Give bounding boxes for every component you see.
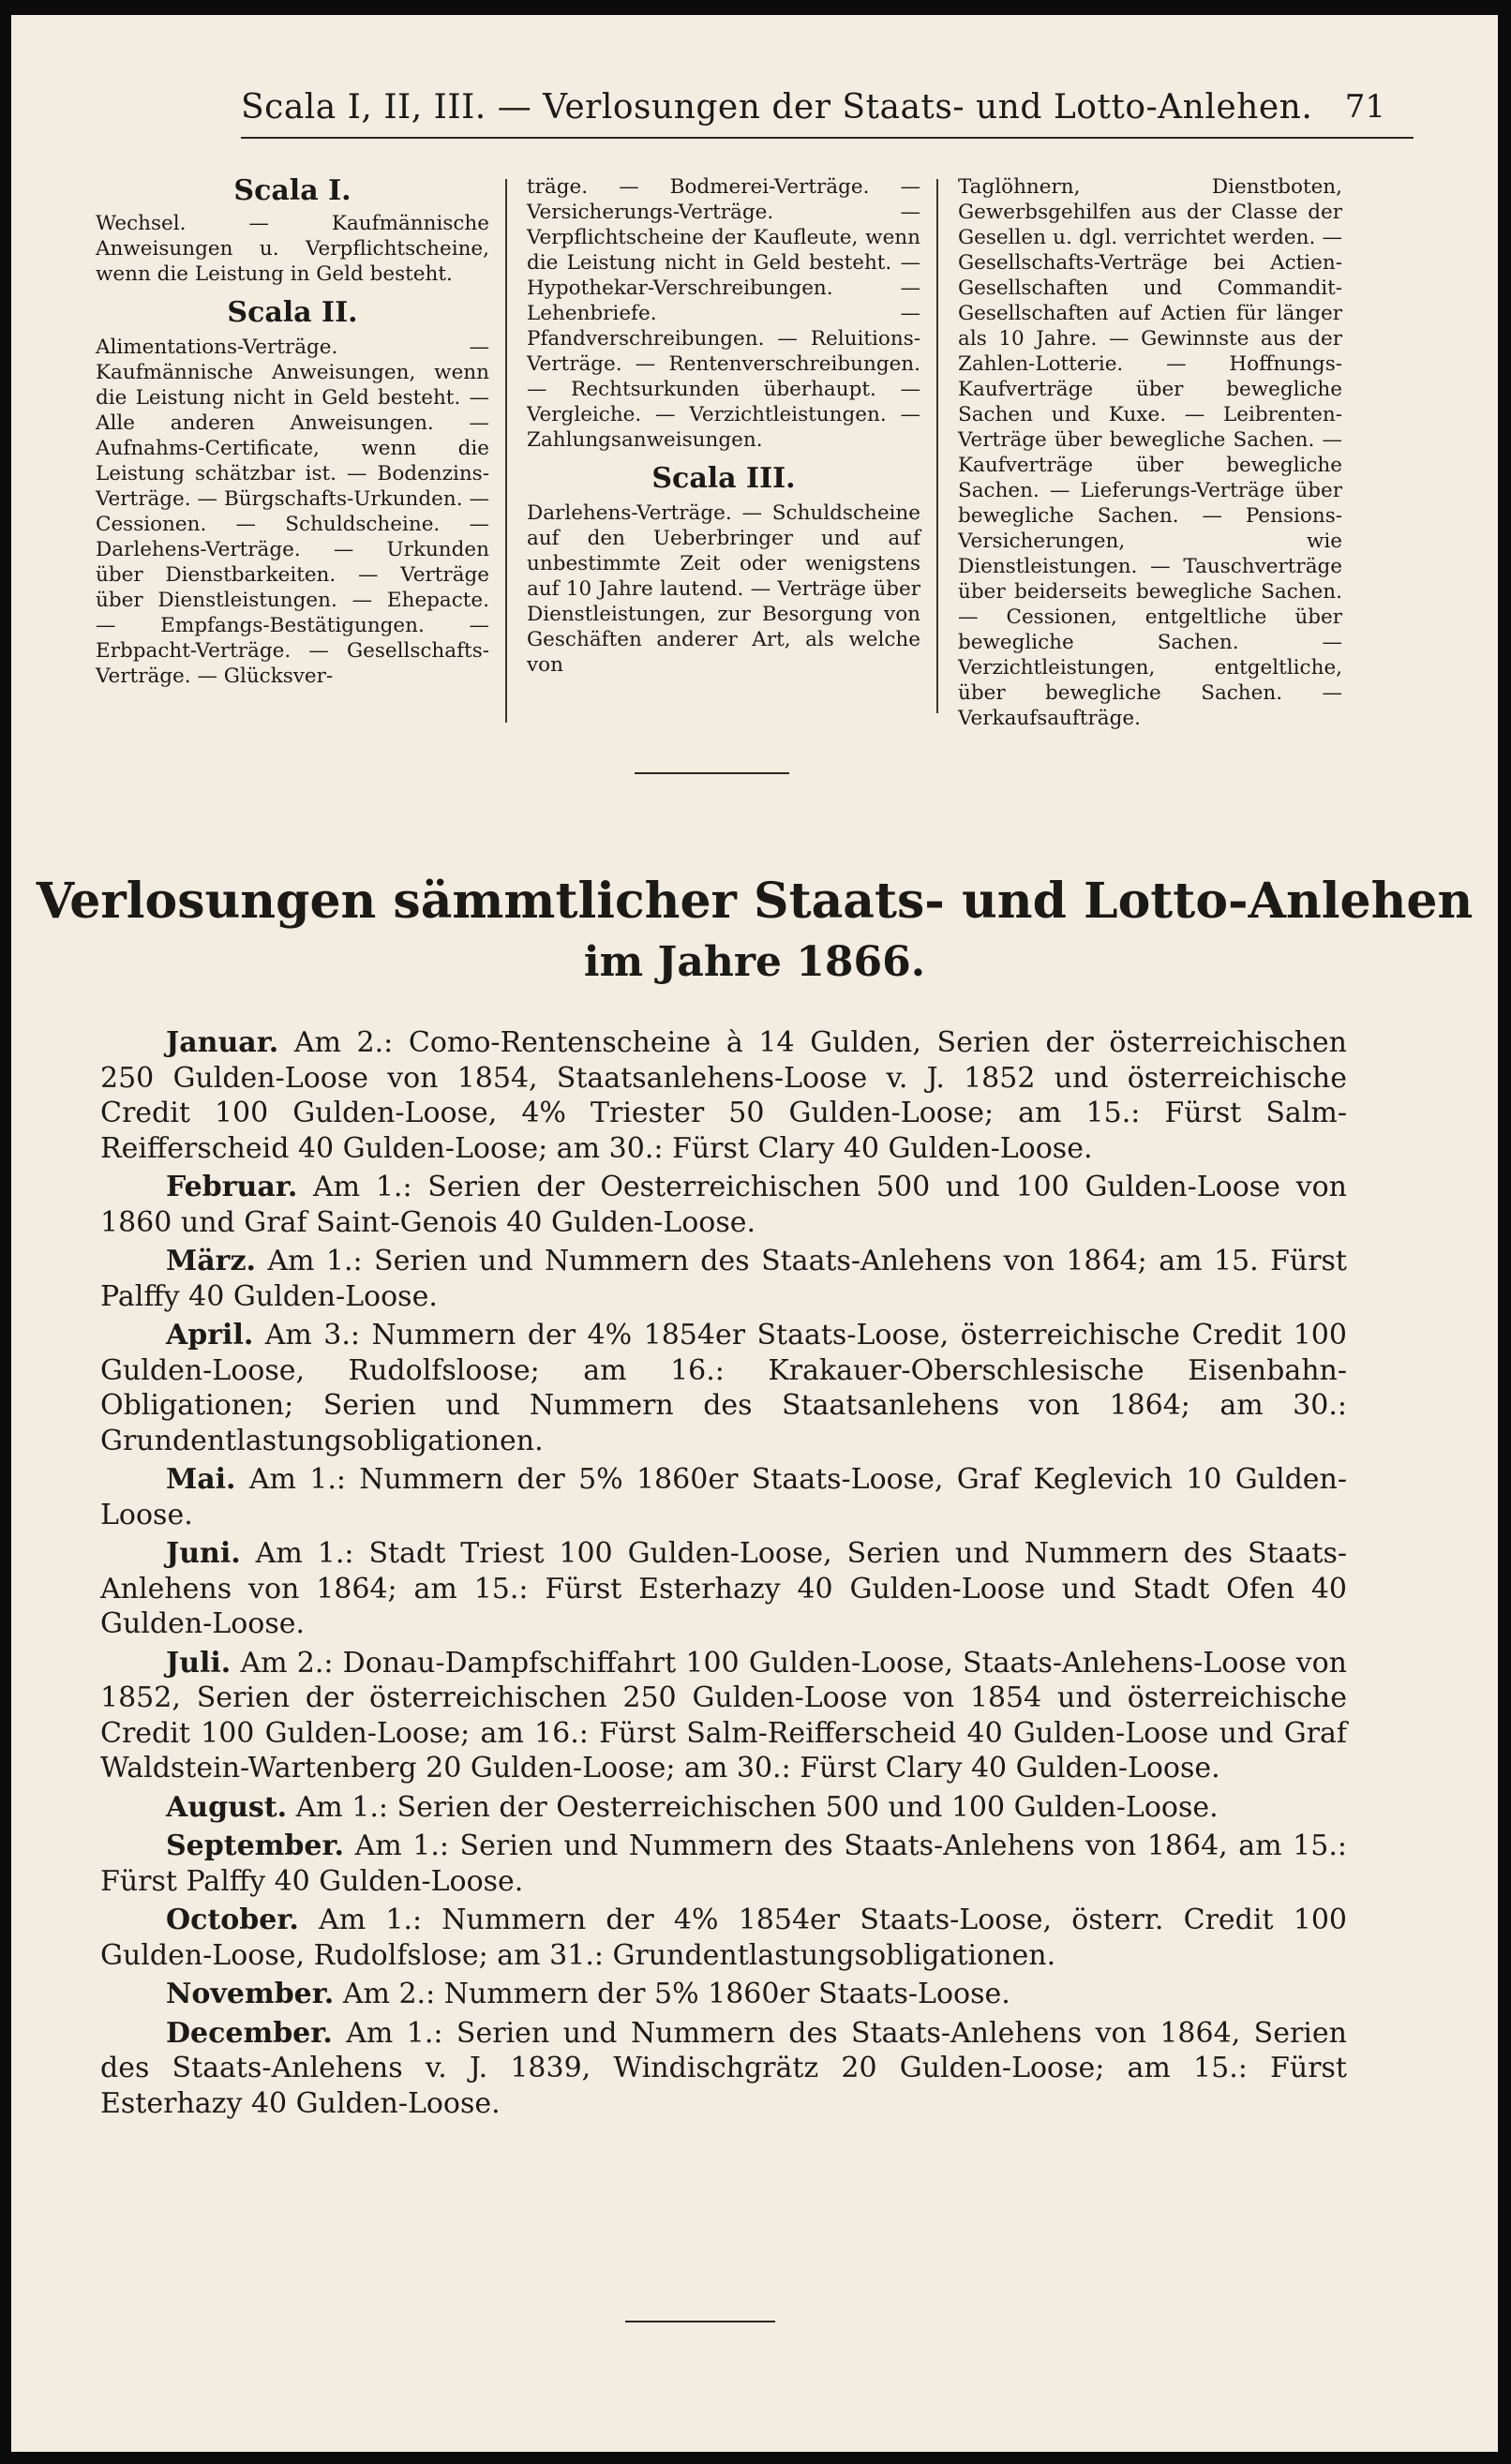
scala-1-text: Wechsel. — Kaufmännische Anweisungen u. Verpflichtscheine, wenn die Leistung in Geld besteht.: [96, 212, 489, 286]
entry-text: Am 1.: Serien und Nummern des Staats-Anlehens von 1864; am 15. Fürst Palffy 40 Gulden-Loose.: [100, 1245, 1347, 1313]
entry-text: Am 1.: Nummern der 5% 1860er Staats-Loose, Graf Keglevich 10 Gulden-Loose.: [100, 1463, 1347, 1531]
month-label: Juni.: [166, 1537, 241, 1570]
entry-text: Am 1.: Serien der Oesterreichischen 500 und 100 Gulden-Loose.: [295, 1790, 1219, 1824]
month-label: December.: [166, 2016, 333, 2050]
page-number: 71: [1344, 88, 1385, 126]
scala-1-heading: Scala I.: [233, 174, 352, 207]
entry-april: [100, 1318, 1347, 1458]
column-1: [96, 174, 489, 689]
entry-november: [100, 1977, 1347, 2012]
entry-august: [100, 1790, 1347, 1826]
scala-columns: [82, 156, 1342, 737]
scala-3-text-part1: Darlehens-Verträge. — Schuldscheine auf den Ueberbringer und auf unbestimmte Zeit oder wenigstens auf 10 Jahre lautend. — Verträge über Dienstleistungen, zur Besorgung von Geschäften anderer Art, als welche von: [527, 501, 920, 677]
entry-text: Am 1.: Nummern der 4% 1854er Staats-Loose, österr. Credit 100 Gulden-Loose, Rudolfslose; am 31.: Grundentlastungsobligationen.: [100, 1904, 1347, 1972]
month-label: September.: [166, 1829, 344, 1862]
entry-juli: [100, 1646, 1347, 1786]
column-2: [527, 174, 920, 678]
end-divider: [625, 2321, 775, 2322]
lottery-entries: [100, 1025, 1347, 2125]
entry-mai: [100, 1462, 1347, 1532]
entry-text: Am 1.: Stadt Triest 100 Gulden-Loose, Serien und Nummern des Staats-Anlehens von 1864; am 15.: Fürst Esterhazy 40 Gulden-Loose und Stadt Ofen 40 Gulden-Loose.: [100, 1537, 1347, 1640]
month-label: August.: [166, 1790, 288, 1824]
entry-maerz: [100, 1244, 1347, 1314]
month-label: April.: [166, 1319, 254, 1351]
month-label: Juli.: [166, 1646, 232, 1680]
month-label: November.: [166, 1978, 335, 2010]
month-label: Mai.: [166, 1463, 236, 1496]
entry-text: Am 2.: Como-Rentenscheine à 14 Gulden, Serien der österreichischen 250 Gulden-Loose von 1854, Staatsanlehens-Loose v. J. 1852 und österreichische Credit 100 Gulden-Loose, 4% Triester 50 Gulden-Loose; am 15.: Fürst Salm-Reifferscheid 40 Gulden-Loose; am 30.: Fürst Clary 40 Gulden-Loose.: [100, 1026, 1347, 1165]
entry-text: Am 2.: Donau-Dampfschiffahrt 100 Gulden-Loose, Staats-Anlehens-Loose von 1852, Serien der österreichischen 250 Gulden-Loose von 1854 und österreichische Credit 100 Gulden-Loose; am 16.: Fürst Salm-Reifferscheid 40 Gulden-Loose und Graf Waldstein-Wartenberg 20 Gulden-Loose; am 30.: Fürst Clary 40 Gulden-Loose.: [100, 1646, 1347, 1785]
entry-september: [100, 1829, 1347, 1899]
running-header: [241, 81, 1414, 139]
entry-december: [100, 2016, 1347, 2122]
main-title: Verlosungen sämmtlicher Staats- und Lotto-Anlehen: [36, 873, 1474, 930]
entry-text: Am 3.: Nummern der 4% 1854er Staats-Loose, österreichische Credit 100 Gulden-Loose, Rudolfsloose; am 16.: Krakauer-Oberschlesische Eisenbahn-Obligationen; Serien und Nummern des Staatsanlehens von 1864; am 30.: Grundentlastungsobligationen.: [100, 1319, 1347, 1457]
header-title: Scala I, II, III. — Verlosungen der Staats- und Lotto-Anlehen.: [241, 88, 1313, 127]
scala-2-heading: Scala II.: [227, 296, 358, 329]
column-rule: [936, 179, 938, 713]
scala-2-text-part2: träge. — Bodmerei-Verträge. — Versicherungs-Verträge. — Verpflichtscheine der Kaufleute, wenn die Leistung nicht in Geld besteht. — Hypothekar-Verschreibungen. — Lehenbriefe. — Pfandverschreibungen. — Reluitions-Verträge. — Rentenverschreibungen. — Rechtsurkunden überhaupt. — Vergleiche. — Verzichtleistungen. — Zahlungsanweisungen.: [527, 175, 920, 452]
entry-text: Am 2.: Nummern der 5% 1860er Staats-Loose.: [342, 1978, 1010, 2010]
scala-3-text-part2: Taglöhnern, Dienstboten, Gewerbsgehilfen aus der Classe der Gesellen u. dgl. verrichtet werden. — Gesellschafts-Verträge bei Actien-Gesellschaften und Commandit-Gesellschaften auf Actien für länger als 10 Jahre. — Gewinnste aus der Zahlen-Lotterie. — Hoffnungs-Kaufverträge über bewegliche Sachen und Kuxe. — Leibrenten-Verträge über bewegliche Sachen. — Kaufverträge über bewegliche Sachen. — Lieferungs-Verträge über bewegliche Sachen. — Pensions-Versicherungen, wie Dienstleistungen. — Tauschverträge über beiderseits bewegliche Sachen. — Cessionen, entgeltliche über bewegliche Sachen. — Verzichtleistungen, entgeltliche, über bewegliche Sachen. — Verkaufsaufträge.: [958, 175, 1342, 730]
entry-februar: [100, 1170, 1347, 1240]
entry-juni: [100, 1536, 1347, 1642]
entry-text: Am 1.: Serien der Oesterreichischen 500 und 100 Gulden-Loose von 1860 und Graf Saint-Genois 40 Gulden-Loose.: [100, 1171, 1347, 1239]
entry-october: [100, 1903, 1347, 1973]
scala-3-heading: Scala III.: [651, 462, 796, 495]
section-divider: [635, 772, 789, 774]
month-label: October.: [166, 1904, 299, 1936]
column-3: [958, 174, 1342, 731]
page: [11, 15, 1498, 2452]
entry-text: Am 1.: Serien und Nummern des Staats-Anlehens von 1864, am 15.: Fürst Palffy 40 Gulden-Loose.: [100, 1829, 1347, 1898]
month-label: März.: [166, 1245, 256, 1277]
column-rule: [505, 179, 507, 723]
month-label: Februar.: [166, 1171, 298, 1203]
entry-text: Am 1.: Serien und Nummern des Staats-Anlehens von 1864, Serien des Staats-Anlehens v. J. 1839, Windischgrätz 20 Gulden-Loose; am 15.: Fürst Esterhazy 40 Gulden-Loose.: [100, 2016, 1347, 2120]
entry-januar: [100, 1025, 1347, 1166]
main-subtitle: im Jahre 1866.: [583, 938, 926, 986]
scala-2-text-part1: Alimentations-Verträge. — Kaufmännische Anweisungen, wenn die Leistung nicht in Geld besteht. — Alle anderen Anweisungen. — Aufnahms-Certificate, wenn die Leistung schätzbar ist. — Bodenzins-Verträge. — Bürgschafts-Urkunden. — Cessionen. — Schuldscheine. — Darlehens-Verträge. — Urkunden über Dienstbarkeiten. — Verträge über Dienstleistungen. — Ehepacte. — Empfangs-Bestätigungen. — Erbpacht-Verträge. — Gesellschafts-Verträge. — Glücksver-: [96, 336, 489, 688]
month-label: Januar.: [166, 1026, 279, 1059]
